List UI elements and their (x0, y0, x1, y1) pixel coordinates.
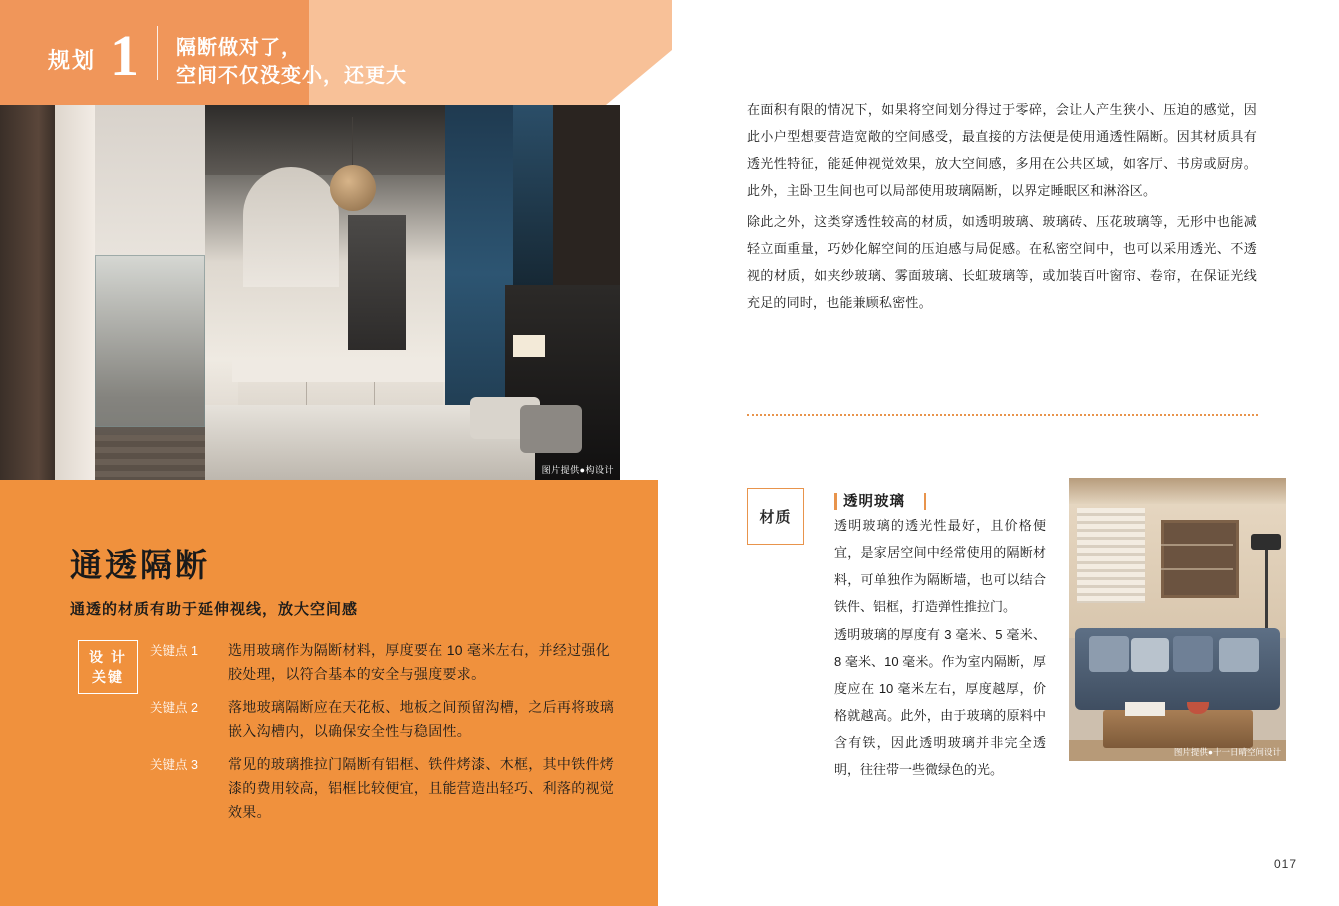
material-photo-shelf (1161, 520, 1239, 598)
photo-pendant-cord (352, 117, 353, 167)
key-point-row (150, 752, 620, 824)
photo-ceiling (205, 105, 445, 175)
header-divider (157, 26, 158, 80)
section-subtitle: 通透的材质有助于延伸视线，放大空间感 (70, 601, 359, 618)
orange-content-block (0, 480, 672, 906)
orange-block-edge (658, 480, 672, 906)
photo-left-wall (0, 105, 55, 480)
key-point-label: 关键点 3 (150, 758, 198, 772)
material-badge: 材质 (747, 488, 804, 545)
key-point-row (150, 695, 620, 743)
photo-floor (95, 435, 210, 480)
body-paragraph: 在面积有限的情况下，如果将空间划分得过于零碎，会让人产生狭小、压迫的感觉，因此小户型想要营造宽敞的空间感受，最直接的方法便是使用通透性隔断。因其材质具有透光性特征，能延伸视觉效果，放大空间感，多用在公共区域，如客厅、书房或厨房。此外，主卧卫生间也可以局部使用玻璃隔断，以界定睡眠区和淋浴区。 (747, 102, 1257, 198)
material-title-bar-right (924, 493, 926, 510)
page-number: 017 (1273, 857, 1297, 871)
design-key-badge-line2: 关键 (92, 669, 124, 685)
dotted-divider (747, 414, 1258, 416)
header-category-label: 规划 (48, 48, 97, 73)
section-title: 通透隔断 (70, 547, 211, 583)
photo-blue-panel-secondary (513, 105, 553, 305)
design-key-badge (78, 640, 138, 694)
photo-arch (243, 167, 339, 287)
header-title (176, 34, 407, 90)
photo-pendant-lamp (330, 165, 376, 211)
material-photo-blinds (1077, 508, 1145, 603)
material-photo-floor-lamp-head (1251, 534, 1281, 550)
hero-photo-credit: 图片提供●构设计 (541, 465, 614, 475)
header-title-line1: 隔断做对了， (176, 37, 302, 59)
material-photo-cushion (1089, 636, 1129, 672)
photo-glass-partition (95, 255, 205, 427)
material-title-bar-left (834, 493, 837, 510)
right-page (672, 0, 1339, 906)
design-key-badge-line1: 设 计 (89, 649, 127, 665)
key-point-text: 常见的玻璃推拉门隔断有铝框、铁件烤漆、木框，其中铁件烤漆的费用较高，铝框比较便宜，且能营造出轻巧、利落的视觉效果。 (228, 756, 615, 820)
header-title-line2: 空间不仅没变小，还更大 (176, 65, 407, 87)
photo-wall-sconce (513, 335, 545, 357)
key-point-text: 选用玻璃作为隔断材料，厚度要在 10 毫米左右，并经过强化胶处理，以符合基本的安全与强度要求。 (228, 642, 611, 682)
photo-cushion (520, 405, 582, 453)
photo-wall-panel (55, 105, 95, 480)
material-paragraph: 透明玻璃的厚度有 3 毫米、5 毫米、8 毫米、10 毫米。作为室内隔断，厚度应在 10 毫米左右，厚度越厚，价格就越高。此外，由于玻璃的原料中含有铁，因此透明玻璃并非完全透明，往往带一些微绿色的光。 (834, 627, 1046, 777)
key-point-text: 落地玻璃隔断应在天花板、地板之间预留沟槽，之后再将玻璃嵌入沟槽内，以确保安全性与稳固性。 (228, 699, 615, 739)
material-paragraph: 透明玻璃的透光性最好，且价格便宜，是家居空间中经常使用的隔断材料，可单独作为隔断墙，也可以结合铁件、铝框，打造弹性推拉门。 (834, 518, 1046, 614)
key-point-label: 关键点 1 (150, 644, 198, 658)
body-paragraph: 除此之外，这类穿透性较高的材质，如透明玻璃、玻璃砖、压花玻璃等，无形中也能减轻立面重量，巧妙化解空间的压迫感与局促感。在私密空间中，也可以采用透光、不透视的材质，如夹纱玻璃、雾面玻璃、长虹玻璃等，或加装百叶窗帘、卷帘，在保证光线充足的同时，也能兼顾私密性。 (747, 214, 1257, 310)
material-photo-credit: 图片提供●十一日晴空间设计 (1173, 747, 1281, 757)
material-photo-ceiling (1069, 478, 1286, 504)
material-title: 透明玻璃 (843, 494, 905, 510)
material-photo (1069, 478, 1286, 761)
hero-photo (0, 105, 620, 480)
photo-counter (232, 360, 447, 382)
key-point-label: 关键点 2 (150, 701, 198, 715)
material-photo-shelf-line (1161, 544, 1233, 546)
material-photo-shelf-line (1161, 568, 1233, 570)
material-photo-books (1125, 702, 1165, 716)
photo-refrigerator (348, 215, 406, 350)
material-photo-cushion (1219, 638, 1259, 672)
header-number: 1 (110, 23, 139, 88)
material-photo-cushion (1173, 636, 1213, 672)
key-point-row (150, 638, 620, 686)
material-photo-cushion (1131, 638, 1169, 672)
